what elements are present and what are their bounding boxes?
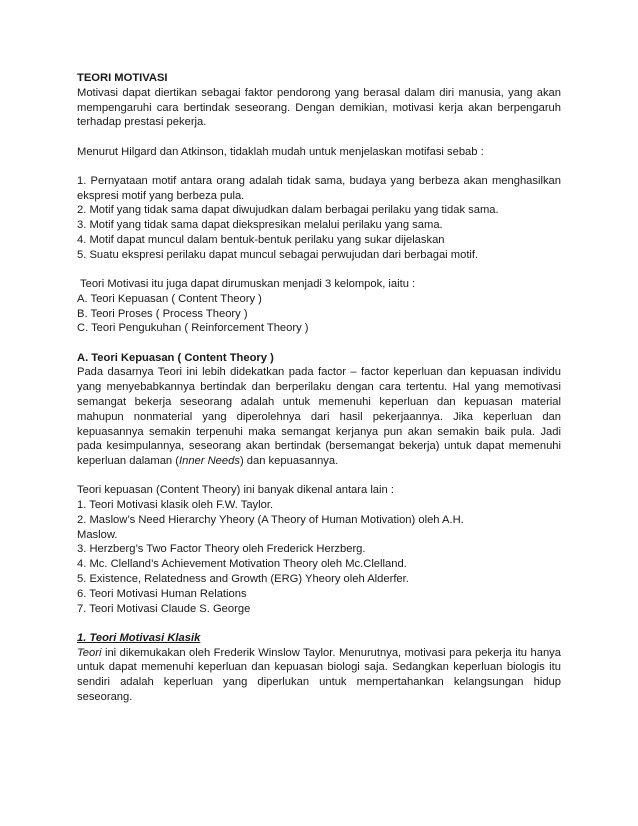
document-title: TEORI MOTIVASI — [77, 72, 168, 84]
intro-block — [77, 71, 561, 130]
list-item: 3. Herzberg’s Two Factor Theory oleh Frederick Herzberg. — [77, 543, 366, 556]
hilgard-intro: Menurut Hilgard dan Atkinson, tidaklah mudah untuk menjelaskan motifasi sebab : — [77, 145, 484, 158]
list-item: C. Teori Pengukuhan ( Reinforcement Theory ) — [77, 322, 309, 335]
section-a-body-end: ) dan kepuasannya. — [239, 455, 339, 468]
list-item: 4. Mc. Clelland’s Achievement Motivation Theory oleh Mc.Clelland. — [77, 558, 407, 571]
section-1-body-text: ini dikemukakan oleh Frederik Winslow Taylor. Menurutnya, motivasi para pekerja itu hanya untuk dapat memenuhi keperluan dan kepuasan biologi saja. Sedangkan keperluan biologis itu sendiri adalah keperluan yang diperlukan untuk mempertahankan kelangsungan hidup seseorang. — [77, 646, 561, 704]
list-item: 5. Suatu ekspresi perilaku dapat muncul sebagai perwujudan dari berbagai motif. — [77, 248, 479, 261]
document-page — [77, 71, 561, 719]
list-item: 7. Teori Motivasi Claude S. George — [77, 602, 251, 615]
list-item: 4. Motif dapat muncul dalam bentuk-bentuk perilaku yang sukar dijelaskan — [77, 233, 445, 246]
content-theories-block — [77, 483, 561, 616]
intro-paragraph: Motivasi dapat diertikan sebagai faktor pendorong yang berasal dalam diri manusia, yang akan mempengaruhi cara bertindak seseorang. Dengan demikian, motivasi kerja akan berpengaruh terhadap prestasi pekerja. — [77, 86, 561, 129]
list-item: A. Teori Kepuasan ( Content Theory ) — [77, 292, 262, 305]
list-item: Maslow. — [77, 528, 118, 541]
list-item: 2. Maslow’s Need Hierarchy Yheory (A Theory of Human Motivation) oleh A.H. — [77, 513, 464, 526]
reasons-list — [77, 174, 561, 263]
section-1-heading: 1. Teori Motivasi Klasik — [77, 631, 201, 644]
inner-needs-term: Inner Needs — [179, 455, 240, 468]
list-item: B. Teori Proses ( Process Theory ) — [77, 307, 248, 320]
groups-intro: Teori Motivasi itu juga dapat dirumuskan menjadi 3 kelompok, iaitu : — [80, 277, 416, 290]
list-item: 1. Teori Motivasi klasik oleh F.W. Taylor. — [77, 499, 274, 512]
content-theories-intro: Teori kepuasan (Content Theory) ini banyak dikenal antara lain : — [77, 484, 394, 497]
section-1-body — [77, 646, 561, 705]
section-a-body-text: Pada dasarnya Teori ini lebih didekatkan pada factor – factor keperluan dan kepuasan individu yang menyebabkannya bertindak dan berperilaku dengan cara tertentu. Hal yang memotivasi semangat bekerja seseorang adalah untuk memenuhi keperluan dan kepuasan material mahupun nonmaterial yang diperolehnya dari hasil pekerjaannya. Jika keperluan dan kepuasannya semakin terpenuhi maka semangat kerjanya pun akan semakin baik pula. Jadi pada kesimpulannya, seseorang akan bertindak (bersemangat bekerja) untuk dapat memenuhi keperluan dalaman ( — [77, 366, 561, 468]
list-item: 3. Motif yang tidak sama dapat diekspresikan melalui perilaku yang sama. — [77, 219, 443, 232]
section-1-italic-word: Teori — [77, 646, 102, 659]
section-a-body — [77, 365, 561, 469]
list-item: 5. Existence, Relatedness and Growth (ERG) Yheory oleh Alderfer. — [77, 573, 409, 586]
section-a-heading: A. Teori Kepuasan ( Content Theory ) — [77, 351, 274, 364]
groups-block — [77, 277, 561, 336]
section-1 — [77, 631, 561, 705]
list-item: 6. Teori Motivasi Human Relations — [77, 587, 247, 600]
list-item: 1. Pernyataan motif antara orang adalah tidak sama, budaya yang berbeza akan menghasilkan ekspresi motif yang berbeza pula. — [77, 174, 561, 202]
section-a — [77, 351, 561, 469]
list-item: 2. Motif yang tidak sama dapat diwujudkan dalam berbagai perilaku yang tidak sama. — [77, 204, 499, 217]
